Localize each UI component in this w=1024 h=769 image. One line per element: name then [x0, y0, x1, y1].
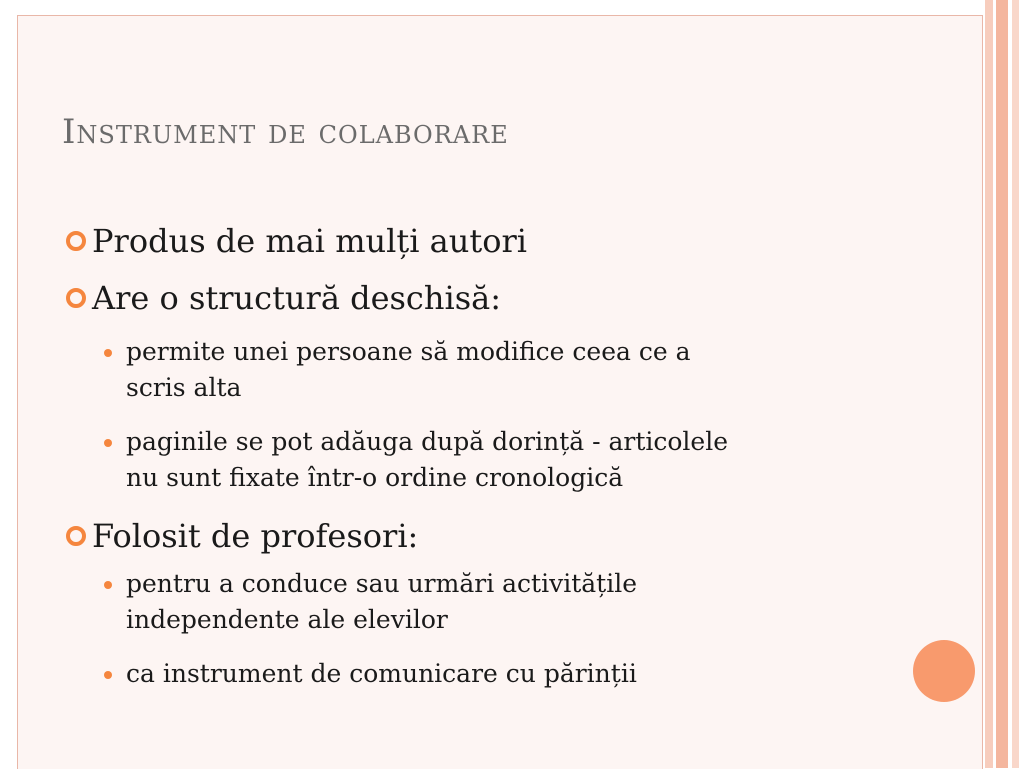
dot-bullet-icon [104, 671, 112, 679]
bullet-text: nu sunt fixate într-o ordine cronologică [126, 463, 624, 492]
bullet-text: Produs de mai mulți autori [92, 222, 527, 260]
bullet-level2 [104, 566, 637, 638]
bullet-level1 [66, 279, 501, 317]
bullet-text: pentru a conduce sau urmări activitățile [126, 569, 637, 598]
bullet-level2 [104, 656, 637, 692]
dot-bullet-icon [104, 349, 112, 357]
ring-bullet-icon [66, 526, 86, 546]
bullet-text: independente ale elevilor [126, 605, 448, 634]
bullet-text: permite unei persoane să modifice ceea ce a [126, 337, 691, 366]
ring-bullet-icon [66, 288, 86, 308]
dot-bullet-icon [104, 581, 112, 589]
bullet-level1 [66, 222, 527, 260]
decorative-stripe [1012, 0, 1019, 768]
slide-title: Instrument de colaborare [62, 112, 509, 152]
bullet-text: scris alta [126, 373, 242, 402]
bullet-text: ca instrument de comunicare cu părinții [126, 659, 637, 688]
bullet-level1 [66, 517, 418, 555]
ring-bullet-icon [66, 231, 86, 251]
bullet-text: Are o structură deschisă: [92, 279, 501, 317]
dot-bullet-icon [104, 439, 112, 447]
decorative-stripe [996, 0, 1008, 768]
bullet-text: Folosit de profesori: [92, 517, 419, 555]
decorative-circle [913, 640, 975, 702]
decorative-stripe [985, 0, 993, 768]
bullet-text: paginile se pot adăuga după dorință - articolele [126, 427, 729, 456]
bullet-level2 [104, 334, 691, 406]
bullet-level2 [104, 424, 728, 496]
